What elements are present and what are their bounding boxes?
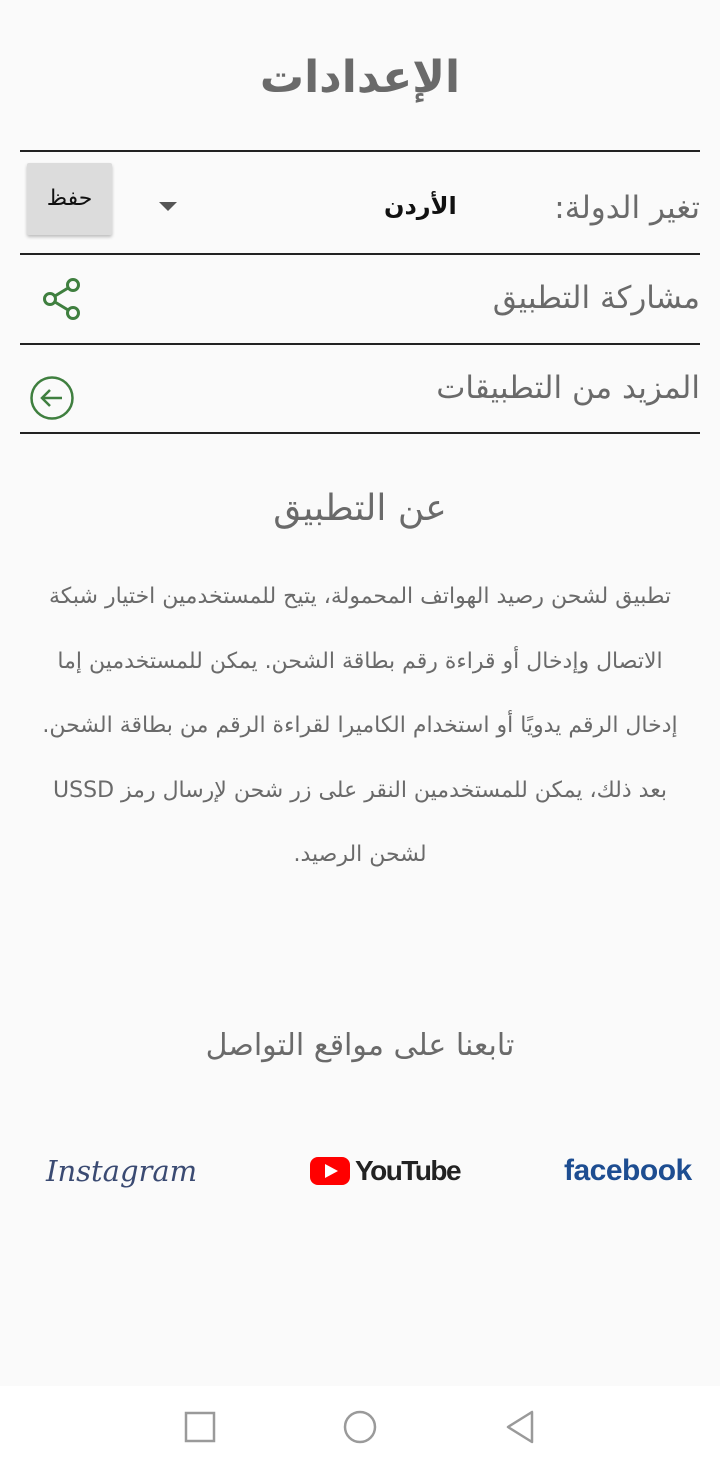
youtube-link[interactable] xyxy=(310,1148,460,1194)
divider-share xyxy=(20,343,700,345)
share-icon[interactable] xyxy=(42,278,82,324)
country-label: تغير الدولة: xyxy=(554,190,700,226)
system-navigation-bar xyxy=(0,1386,720,1467)
country-select-value[interactable]: الأردن xyxy=(384,192,457,220)
page-title: الإعدادات xyxy=(259,52,461,103)
chevron-down-icon[interactable] xyxy=(159,202,177,211)
instagram-logo-text: Instagram xyxy=(46,1154,198,1188)
divider-more xyxy=(20,432,700,434)
facebook-logo-text: facebook xyxy=(564,1154,692,1187)
follow-us-title: تابعنا على مواقع التواصل xyxy=(205,1028,515,1063)
about-title: عن التطبيق xyxy=(273,488,447,529)
youtube-logo-text: YouTube xyxy=(355,1155,461,1186)
recent-apps-icon[interactable] xyxy=(183,1408,217,1450)
more-apps-label[interactable]: المزيد من التطبيقات xyxy=(436,370,700,406)
arrow-left-circle-icon[interactable] xyxy=(29,375,75,425)
youtube-play-icon xyxy=(310,1157,350,1185)
divider-top xyxy=(20,150,700,152)
home-icon[interactable] xyxy=(341,1408,379,1450)
facebook-link[interactable] xyxy=(564,1148,692,1194)
save-button[interactable]: حفظ xyxy=(27,163,112,235)
back-icon[interactable] xyxy=(502,1408,538,1450)
about-description: تطبيق لشحن رصيد الهواتف المحمولة، يتيح للمستخدمين اختيار شبكة الاتصال وإدخال أو قراءة رقم بطاقة الشحن. يمكن للمستخدمين إما إدخال الرقم يدويًا أو استخدام الكاميرا لقراءة الرقم من بطاقة الشحن. بعد ذلك، يمكن للمستخدمين النقر على زر شحن لإرسال رمز USSD لشحن الرصيد. xyxy=(42,584,678,867)
divider-country xyxy=(20,253,700,255)
share-app-label[interactable]: مشاركة التطبيق xyxy=(492,280,700,316)
instagram-link[interactable] xyxy=(46,1148,197,1194)
